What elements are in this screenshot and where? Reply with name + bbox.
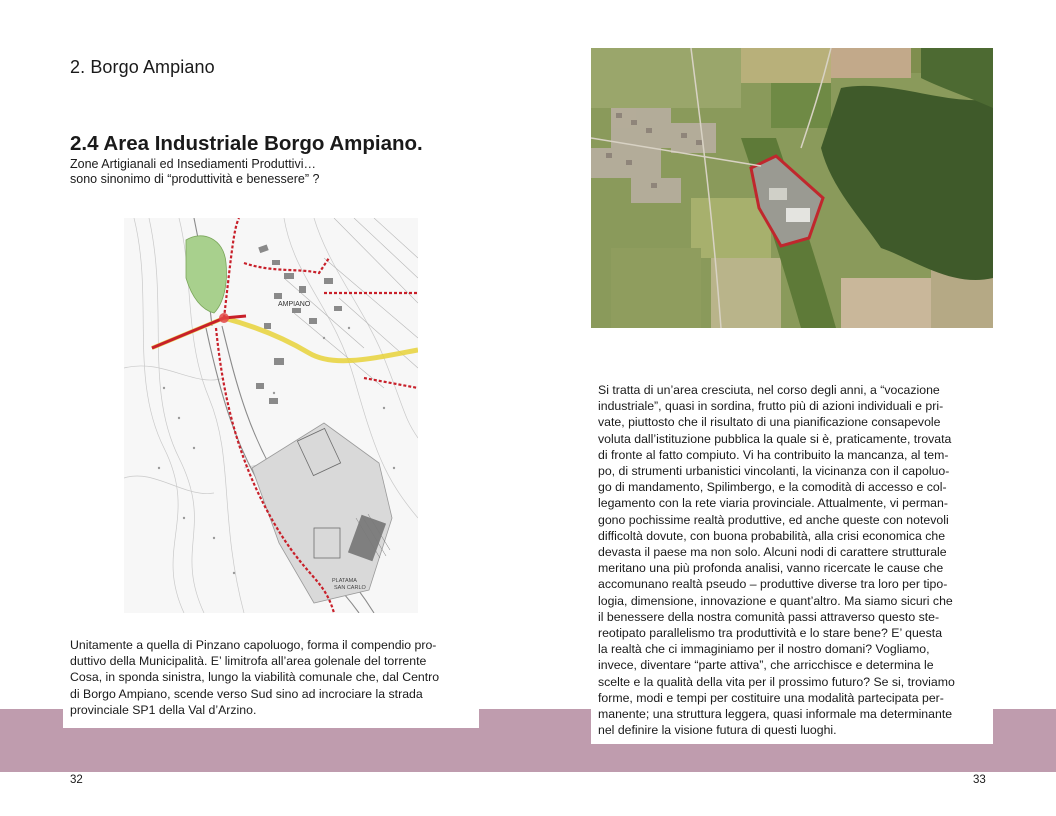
text-line: accomunano realtà pseudo – produttive diverse tra loro per tipo- xyxy=(598,577,948,592)
text-line: invece, diventare “parte attiva”, che arricchisce e determina le xyxy=(598,658,934,673)
text-line: po, di strumenti urbanistici vincolanti, la vicinanza con il capoluo- xyxy=(598,464,950,479)
text-line: Si tratta di un’area cresciuta, nel corso degli anni, a “vocazione xyxy=(598,383,940,397)
text-line: nel definire la visione futura di questi luoghi. xyxy=(598,723,837,738)
text-line: meritano una più profonda analisi, vanno ricercate le cause che xyxy=(598,561,944,576)
left-paragraph xyxy=(70,637,470,718)
text-line: il benessere della nostra comunità passi attraverso questo ste- xyxy=(598,609,940,624)
text-line: gono pochissime realtà produttive, ed anche queste con notevoli xyxy=(598,512,949,527)
page-number-right: 33 xyxy=(973,774,986,786)
subtitle-line: Zone Artigianali ed Insediamenti Produttivi… xyxy=(70,157,316,171)
text-line: voluta dall’istituzione pubblica la quale si è, praticamente, trovata xyxy=(598,431,952,446)
text-line: manente; una struttura leggera, quasi informale ma determinante xyxy=(598,707,953,722)
text-line: logia, dimensione, innovazione e quant’altro. Ma siamo sicuri che xyxy=(598,593,953,608)
text-line: reotipato parallelismo tra produttività e lo stare bene? E’ questa xyxy=(598,626,943,641)
text-line: scelte e la qualità della vita per il prossimo futuro? Se si, troviamo xyxy=(598,674,955,689)
text-line: industriale”, quasi in sordina, frutto più di azioni individuali e pri- xyxy=(598,399,944,414)
text-line: forme, modi e tempi per costituire una modalità partecipata per- xyxy=(598,690,944,705)
text-line: Cosa, in sponda sinistra, lungo la viabilità comunale che, dal Centro xyxy=(70,670,440,685)
map-area-label: SAN CARLO xyxy=(334,585,366,591)
text-line: difficoltà dovute, con buona probabilità, alla crisi economica che xyxy=(598,528,946,543)
right-paragraph xyxy=(598,382,987,738)
text-line: legamento con la rete viaria provinciale. Attualmente, vi perman- xyxy=(598,496,948,511)
text-line: di fronte al fatto compiuto. Vi ha contribuito la mancanza, al tem- xyxy=(598,447,949,462)
text-line: la realtà che ci immaginiamo per il nostro domani? Vogliamo, xyxy=(598,642,930,657)
page-number-left: 32 xyxy=(70,774,83,786)
section-header: 2. Borgo Ampiano xyxy=(70,57,215,77)
text-line: vate, piuttosto che il risultato di una pianificazione consapevole xyxy=(598,415,941,430)
section-title: 2.4 Area Industriale Borgo Ampiano. xyxy=(70,132,423,155)
text-line: devasta il paese ma non solo. Alcuni nodi di carattere strutturale xyxy=(598,545,947,560)
map-place-label: AMPIANO xyxy=(278,301,311,308)
subtitle-line: sono sinonimo di “produttività e benessere” ? xyxy=(70,172,320,186)
text-line: duttivo della Municipalità. E’ limitrofa all’area golenale del torrente xyxy=(70,654,427,669)
text-line: go di mandamento, Spilimbergo, e la comodità di accesso e col- xyxy=(598,480,947,495)
subtitle xyxy=(70,157,319,187)
cadastral-map xyxy=(124,218,418,613)
map-area-label: PLATAMA xyxy=(332,578,357,584)
text-line: Unitamente a quella di Pinzano capoluogo, forma il compendio pro- xyxy=(70,638,437,652)
aerial-photo xyxy=(591,48,993,328)
text-line: provinciale SP1 della Val d’Arzino. xyxy=(70,702,257,717)
text-line: di Borgo Ampiano, scende verso Sud sino ad incrociare la strada xyxy=(70,686,423,701)
